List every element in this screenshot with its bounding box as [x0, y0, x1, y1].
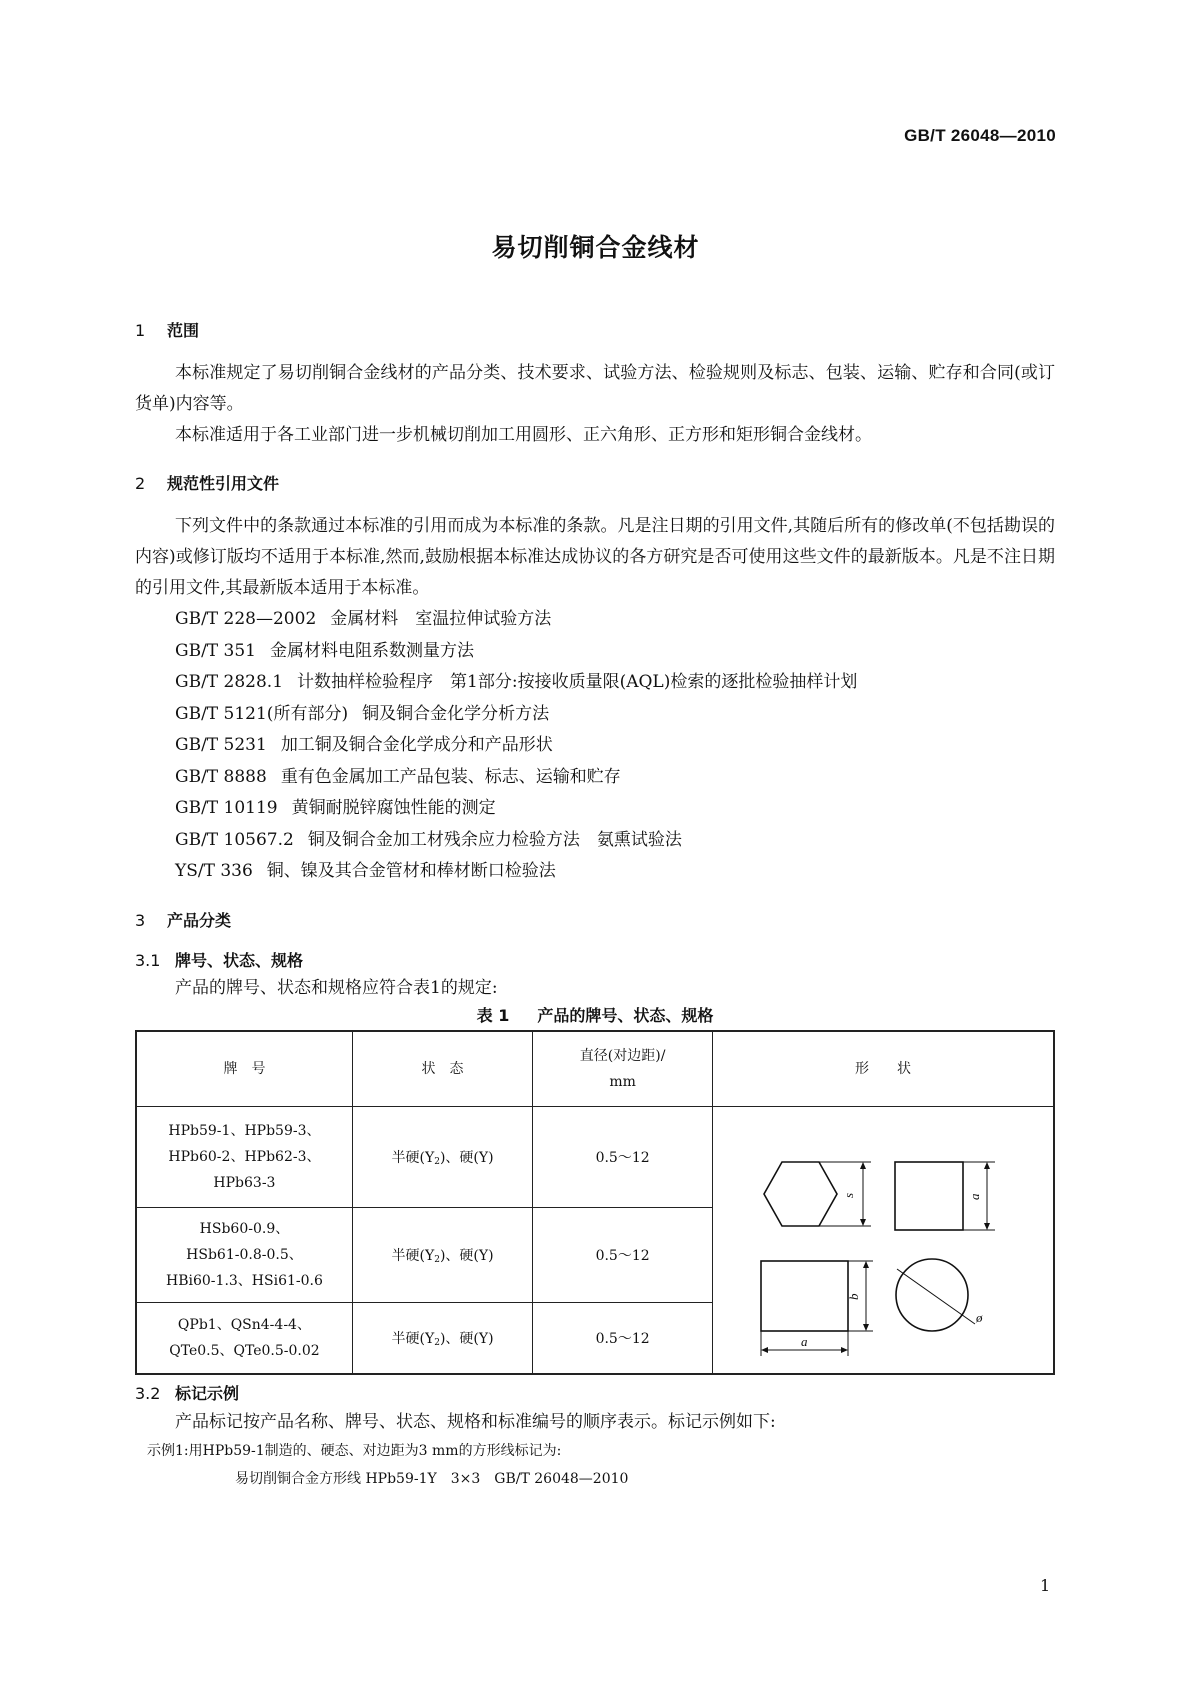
cell-grade: HSb60-0.9、 HSb61-0.8-0.5、 HBi60-1.3、HSi61-0.6 — [136, 1207, 352, 1302]
section-title: 规范性引用文件 — [167, 474, 280, 493]
table-number: 表 1 — [476, 1005, 510, 1025]
section-1-paragraph-1: 本标准规定了易切削铜合金线材的产品分类、技术要求、试验方法、检验规则及标志、包装、运输、贮存和合同(或订货单)内容等。 — [135, 363, 1055, 414]
cell-diameter: 0.5～12 — [533, 1207, 713, 1302]
section-number: 3 — [135, 910, 146, 930]
section-1-paragraph-2: 本标准适用于各工业部门进一步机械切削加工用圆形、正六角形、正方形和矩形铜合金线材。 — [175, 425, 872, 445]
circle-label: ø — [976, 1309, 983, 1325]
header-temper: 状 态 — [352, 1031, 532, 1107]
hex-label: s — [841, 1192, 857, 1198]
header-shape: 形 状 — [713, 1031, 1054, 1107]
document-body — [135, 318, 1055, 1493]
standard-code: GB/T 26048—2010 — [904, 126, 1056, 145]
cell-diameter: 0.5～12 — [533, 1106, 713, 1207]
section-3-heading — [135, 908, 1055, 934]
reference-item: GB/T 228—2002 金属材料 室温拉伸试验方法 — [175, 609, 552, 629]
section-number: 3.1 — [135, 950, 161, 970]
section-2-paragraph-1: 下列文件中的条款通过本标准的引用而成为本标准的条款。凡是注日期的引用文件,其随后所有的修改单(不包括勘误的内容)或修订版均不适用于本标准,然而,鼓励根据本标准达成协议的各方研究是否可使用这些文件的最新版本。凡是不注日期的引用文件,其最新版本适用于本标准。 — [135, 516, 1055, 598]
cell-temper: 半硬$(Y_2)$、硬(Y) — [352, 1207, 532, 1302]
example-mark: 易切削铜合金方形线 HPb59-1Y 3×3 GB/T 26048—2010 — [235, 1470, 629, 1487]
rect-height-label: b — [846, 1293, 862, 1300]
reference-item: GB/T 10567.2 铜及铜合金加工材残余应力检验方法 氨熏试验法 — [175, 829, 682, 850]
square-shape — [895, 1162, 963, 1230]
section-number: 3.2 — [135, 1383, 161, 1403]
reference-list — [135, 604, 1055, 888]
example-intro: 示例1:用HPb59-1制造的、硬态、对边距为3 mm的方形线标记为: — [147, 1442, 562, 1459]
product-spec-table — [135, 1030, 1055, 1375]
section-1-heading — [135, 318, 1055, 344]
section-3-1-paragraph: 产品的牌号、状态和规格应符合表1的规定: — [175, 977, 498, 998]
reference-item: GB/T 5231 加工铜及铜合金化学成分和产品形状 — [175, 735, 553, 755]
cell-diameter: 0.5～12 — [533, 1302, 713, 1374]
square-label: a — [967, 1193, 983, 1200]
cell-grade: QPb1、QSn4-4-4、 QTe0.5、QTe0.5-0.02 — [136, 1302, 352, 1374]
section-3-2-heading — [135, 1381, 1055, 1407]
cell-shapes — [713, 1106, 1054, 1374]
document-title: 易切削铜合金线材 — [491, 233, 700, 262]
shape-diagram — [713, 1112, 1051, 1368]
cell-temper: 半硬$(Y_2)$、硬(Y) — [352, 1302, 532, 1374]
reference-item: GB/T 351 金属材料电阻系数测量方法 — [175, 640, 474, 661]
reference-item: GB/T 5121(所有部分) 铜及铜合金化学分析方法 — [175, 703, 550, 724]
header-diameter: 直径(对边距)/ mm — [533, 1031, 713, 1107]
section-2-heading — [135, 471, 1055, 497]
cell-temper: 半硬$(Y_2)$、硬(Y) — [352, 1106, 532, 1207]
reference-item: YS/T 336 铜、镍及其合金管材和棒材断口检验法 — [175, 861, 556, 881]
section-title: 范围 — [167, 321, 200, 340]
section-number: 1 — [135, 321, 146, 340]
section-3-2-paragraph: 产品标记按产品名称、牌号、状态、规格和标准编号的顺序表示。标记示例如下: — [175, 1411, 776, 1432]
rectangle-shape — [761, 1261, 848, 1331]
section-title: 标记示例 — [175, 1383, 240, 1403]
hexagon-shape — [764, 1162, 837, 1226]
reference-item: GB/T 8888 重有色金属加工产品包装、标志、运输和贮存 — [175, 766, 621, 787]
section-title: 牌号、状态、规格 — [175, 950, 304, 970]
table-header-row — [136, 1031, 1054, 1107]
table-caption — [135, 1002, 1055, 1030]
section-title: 产品分类 — [167, 910, 232, 930]
reference-item: GB/T 10119 黄铜耐脱锌腐蚀性能的测定 — [175, 798, 496, 818]
table-row — [136, 1106, 1054, 1207]
circle-shape — [896, 1259, 968, 1331]
table-title: 产品的牌号、状态、规格 — [537, 1005, 714, 1025]
cell-grade: HPb59-1、HPb59-3、 HPb60-2、HPb62-3、 HPb63-3 — [136, 1106, 352, 1207]
section-number: 2 — [135, 474, 146, 493]
rect-width-label: a — [801, 1333, 808, 1349]
page-number: 1 — [1040, 1576, 1051, 1595]
reference-item: GB/T 2828.1 计数抽样检验程序 第1部分:按接收质量限(AQL)检索的逐批检验抽样计划 — [175, 672, 858, 692]
section-3-1-heading — [135, 948, 1055, 974]
header-grade: 牌 号 — [136, 1031, 352, 1107]
